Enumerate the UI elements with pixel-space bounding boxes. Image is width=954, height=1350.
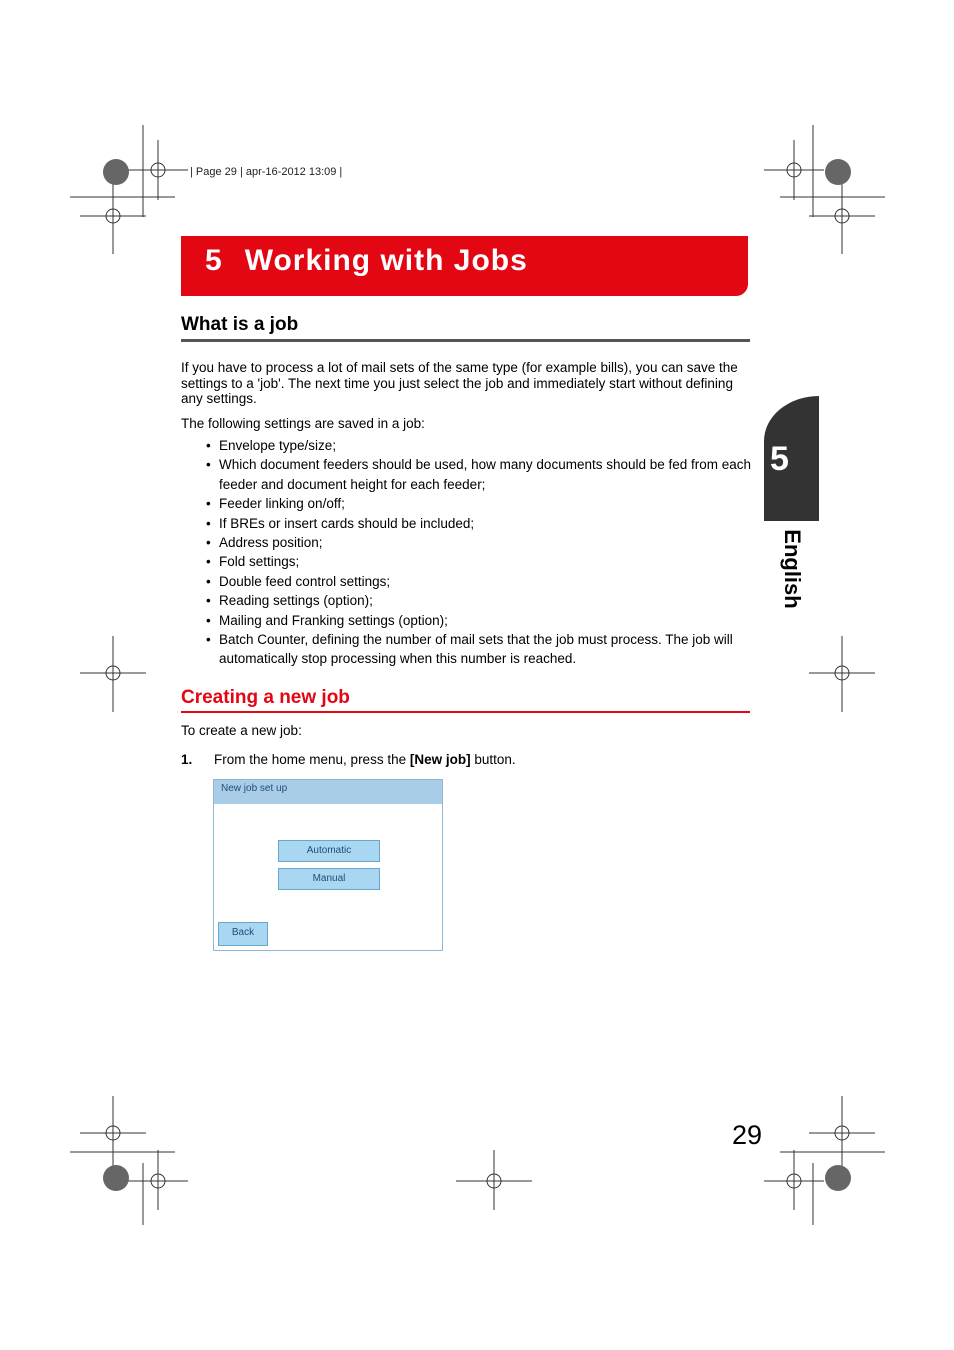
chapter-number: 5	[205, 244, 223, 277]
side-tab-number: 5	[770, 440, 789, 478]
manual-button[interactable]: Manual	[278, 868, 380, 890]
side-tab-language: English	[780, 529, 805, 609]
list-item: • Batch Counter, defining the number of mail sets that the job must process. The job will automatically stop processing when this number is reached.	[181, 630, 753, 669]
list-item: • Reading settings (option);	[181, 591, 753, 610]
list-item: • Double feed control settings;	[181, 572, 753, 591]
step-text-bold: [New job]	[409, 752, 471, 767]
screen-title-bar	[214, 780, 442, 804]
section-heading-what-is-a-job: What is a job	[181, 314, 299, 335]
chapter-title-text: Working with Jobs	[244, 244, 528, 277]
step-text-before: From the home menu, press the	[214, 752, 410, 767]
list-item: • Envelope type/size;	[181, 436, 753, 455]
back-button[interactable]: Back	[218, 922, 268, 946]
screen-title: New job set up	[221, 783, 288, 794]
step-text-after: button.	[470, 752, 516, 767]
chapter-title	[205, 244, 528, 278]
list-item: • Feeder linking on/off;	[181, 494, 753, 513]
section-rule	[181, 339, 750, 342]
step-text	[214, 752, 516, 768]
automatic-button[interactable]: Automatic	[278, 840, 380, 862]
list-item: • Address position;	[181, 533, 753, 552]
list-item: • Which document feeders should be used, how many documents should be fed from each feeder and document height for each feeder;	[181, 455, 753, 494]
list-item: • If BREs or insert cards should be included;	[181, 514, 753, 533]
step-number: 1.	[181, 752, 193, 767]
new-job-screen	[213, 779, 443, 951]
list-item: • Fold settings;	[181, 552, 753, 571]
section-heading-creating-a-new-job: Creating a new job	[181, 687, 350, 708]
intro-paragraph: If you have to process a lot of mail sets of the same type (for example bills), you can save the settings to a 'job'. The next time you just select the job and immediately start without defining any settings.	[181, 360, 738, 406]
creating-intro: To create a new job:	[181, 723, 302, 738]
header-meta: | Page 29 | apr-16-2012 13:09 |	[190, 166, 343, 178]
list-item: • Mailing and Franking settings (option);	[181, 611, 753, 630]
page-number: 29	[732, 1120, 763, 1150]
settings-list	[181, 436, 753, 669]
section-rule-red	[181, 711, 750, 713]
list-intro: The following settings are saved in a job:	[181, 416, 425, 431]
